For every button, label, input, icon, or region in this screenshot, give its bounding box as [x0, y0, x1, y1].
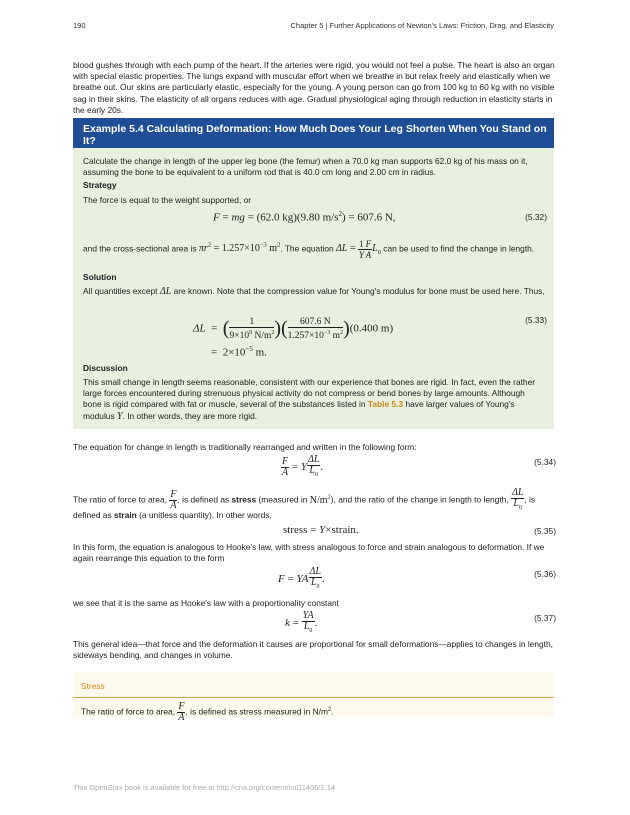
- equation-5-34: $\frac{F}{A}$ = Y $\frac{\Delta L}{L_0}$ . (5.34): [282, 454, 556, 478]
- paragraph-1: The equation for change in length is traditionally rearranged and written in the following form:: [73, 442, 417, 452]
- equation-number: (5.36): [534, 569, 556, 579]
- equation-number: (5.37): [534, 613, 556, 623]
- solution-paragraph: All quantities except ΔL are known. Note that the compression value for Young's modulus for bone must be used here. Thus,: [83, 286, 545, 297]
- equation-number: (5.33): [525, 315, 547, 325]
- equation-number: (5.35): [534, 526, 556, 536]
- example-box: [73, 148, 554, 429]
- strategy-text: The force is equal to the weight supported, or: [83, 195, 252, 205]
- paragraph-3: defined as strain (a unitless quantity). In other words,: [73, 510, 272, 520]
- intro-paragraph: blood gushes through with each pump of the heart. If the arteries were rigid, you would not feel a pulse. The heart is also an organ with special elastic properties. The lungs expand with muscular effort when we breathe in but relax freely and elastically when we breathe out. Our skins are particularly elastic, especially for the young. A young person can go from 100 kg to 60 kg with no visible sag in their skins. The elasticity of all organs reduces with age. Gradual physiological aging through reduction in elasticity starts in the early 20s.: [73, 60, 555, 115]
- paragraph-6: This general idea—that force and the deformation it causes are proportional for small deformations—applies to changes in length, sideways bending, and changes in volume.: [73, 639, 553, 661]
- equation-5-33: ΔL = ( $\frac{1}{9\times 10^9 N/m^2}$ )( $\frac{607.6 N}{1.257\times 10^{-3} m^2}$ )(0.400 m) = $2\times 10^{-5}$ m. (5.33): [193, 315, 547, 359]
- paragraph-5: we see that it is the same as Hooke's law with a proportionality constant: [73, 598, 340, 608]
- footer: This OpenStax book is available for free at http://cnx.org/content/col11406/1.14: [73, 783, 336, 792]
- page-number: 190: [73, 21, 86, 30]
- equation-5-37: k = $\frac{YA}{L_0}$ . (5.37): [285, 610, 556, 634]
- equation-number: (5.32): [525, 212, 547, 222]
- equation-5-36: F = YA $\frac{\Delta L}{L_0}$ . (5.36): [278, 566, 556, 590]
- strategy-heading: Strategy: [83, 180, 117, 190]
- example-banner: [73, 118, 554, 149]
- example-problem: Calculate the change in length of the upper leg bone (the femur) when a 70.0 kg man supports 62.0 kg of his mass on it, assuming the bone to be equivalent to a uniform rod that is 40.0 cm long and 2.00 cm in radius.: [83, 156, 528, 178]
- discussion-paragraph: This small change in length seems reasonable, consistent with our experience that bones are rigid. In fact, even the rather large forces encountered during strenuous physical activity do not compress or bend bones by large amounts. Although bone is rigid compared with fat or muscle, several of the substances listed in Table 5.3 have larger values of Young's modulus Y. In other words, they are more rigid.: [83, 377, 536, 422]
- example-title: Example 5.4 Calculating Deformation: How Much Does Your Leg Shorten When You Stand on It?: [83, 123, 547, 147]
- table-5-3-link[interactable]: Table 5.3: [367, 399, 404, 410]
- stress-definition: The ratio of force to area, $\frac{F}{A}$ , is defined as stress measured in $N/m^2$.: [81, 701, 334, 723]
- equation-number: (5.34): [534, 457, 556, 467]
- stress-title: Stress: [81, 681, 105, 691]
- area-paragraph: and the cross-sectional area is $\pi r^2 = 1.257\times 10^{-3}$ $m^2$. The equation ΔL = $\frac{1}{Y}$ $\frac{F}{A}$ $L_0$ can be used to find the change in length.: [83, 238, 535, 260]
- stress-box: [73, 672, 554, 723]
- paragraph-2: The ratio of force to area, $\frac{F}{A}$ , is defined as stress (measured in $N/m^2$), and the ratio of the change in length to length, $\frac{\Delta L}{L_0}$ , is: [73, 487, 536, 511]
- paragraph-4: In this form, the equation is analogous to Hooke's law, with stress analogous to force and strain analogous to deformation. If we again rearrange this equation to the form: [73, 542, 545, 564]
- equation-5-35: stress = Y×strain. (5.35): [283, 524, 556, 536]
- solution-heading: Solution: [83, 272, 117, 282]
- chapter-header: Chapter 5 | Further Applications of Newton's Laws: Friction, Drag, and Elasticity: [290, 21, 554, 30]
- equation-5-32: F = mg = (62.0 kg)(9.80 $m/s^2) = 607.6$ N, (5.32): [213, 210, 547, 224]
- discussion-heading: Discussion: [83, 363, 128, 373]
